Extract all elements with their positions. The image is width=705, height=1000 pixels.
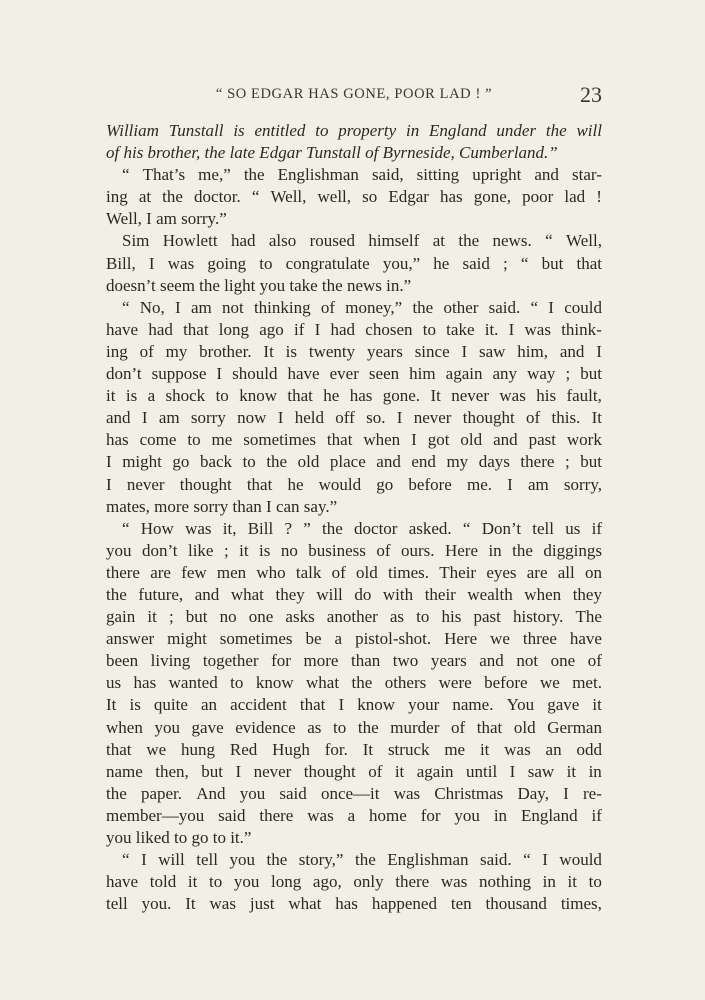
text-line: I never thought that he would go before me. I am sorry, [106,474,602,494]
paragraph [106,120,602,164]
text-line: it is a shock to know that he has gone. It never was his fault, [106,386,602,406]
body-text [106,120,602,915]
paragraph [106,849,602,915]
paragraph [106,230,602,296]
text-line: doesn’t seem the light you take the news in.” [106,275,412,295]
text-line: Bill, I was going to congratulate you,” he said ; “ but that [106,253,602,273]
text-line: gain it ; but no one asks another as to his past history. The [106,607,602,627]
text-line: you liked to go to it.” [106,828,252,847]
text-line: mates, more sorry than I can say.” [106,496,338,516]
text-line: William Tunstall is entitled to property in England under the will [106,121,602,140]
text-line: the future, and what they will do with their wealth when they [106,584,602,604]
text-line: the paper. And you said once—it was Christmas Day, I re- [106,783,602,803]
text-line: has come to me sometimes that when I got old and past work [106,430,602,450]
text-line: “ That’s me,” the Englishman said, sitting upright and star- [122,165,602,185]
text-line: and I am sorry now I held off so. I never thought of this. It [106,408,602,428]
running-title: “ SO EDGAR HAS GONE, POOR LAD ! ” [215,86,493,102]
text-line: that we hung Red Hugh for. It struck me it was an odd [106,739,602,759]
text-line: answer might sometimes be a pistol-shot. Here we three have [106,629,602,649]
text-line: ing at the doctor. “ Well, well, so Edgar has gone, poor lad ! [106,187,602,207]
paragraph [106,164,602,230]
text-line: I might go back to the old place and end my days there ; but [106,452,602,472]
text-line: It is quite an accident that I know your name. You gave it [106,695,602,715]
running-head [106,82,602,108]
text-line: you don’t like ; it is no business of ours. Here in the diggings [106,540,602,560]
text-line: have had that long ago if I had chosen to take it. I was think- [106,319,602,339]
text-line: of his brother, the late Edgar Tunstall of Byrneside, Cumberland.” [106,143,558,163]
text-line: been living together for more than two years and not one of [106,651,602,671]
text-line: ing of my brother. It is twenty years since I saw him, and I [106,341,602,361]
page-number: 23 [580,82,602,107]
text-line: tell you. It was just what has happened ten thousand times, [106,894,602,914]
paragraph [106,518,602,849]
text-line: have told it to you long ago, only there was nothing in it to [106,872,602,892]
text-line: us has wanted to know what the others were before we met. [106,673,602,693]
text-line: member—you said there was a home for you in England if [106,805,602,825]
text-line: “ No, I am not thinking of money,” the other said. “ I could [122,297,602,317]
text-line: Well, I am sorry.” [106,209,227,229]
text-line: name then, but I never thought of it again until I saw it in [106,761,602,781]
text-line: “ I will tell you the story,” the Englishman said. “ I would [122,850,602,870]
text-line: there are few men who talk of old times. Their eyes are all on [106,562,602,582]
paragraph [106,297,602,518]
text-line: “ How was it, Bill ? ” the doctor asked. “ Don’t tell us if [122,518,602,538]
text-line: when you gave evidence as to the murder of that old German [106,717,602,737]
text-line: don’t suppose I should have ever seen him again any way ; but [106,364,602,384]
text-line: Sim Howlett had also roused himself at the news. “ Well, [122,231,602,251]
